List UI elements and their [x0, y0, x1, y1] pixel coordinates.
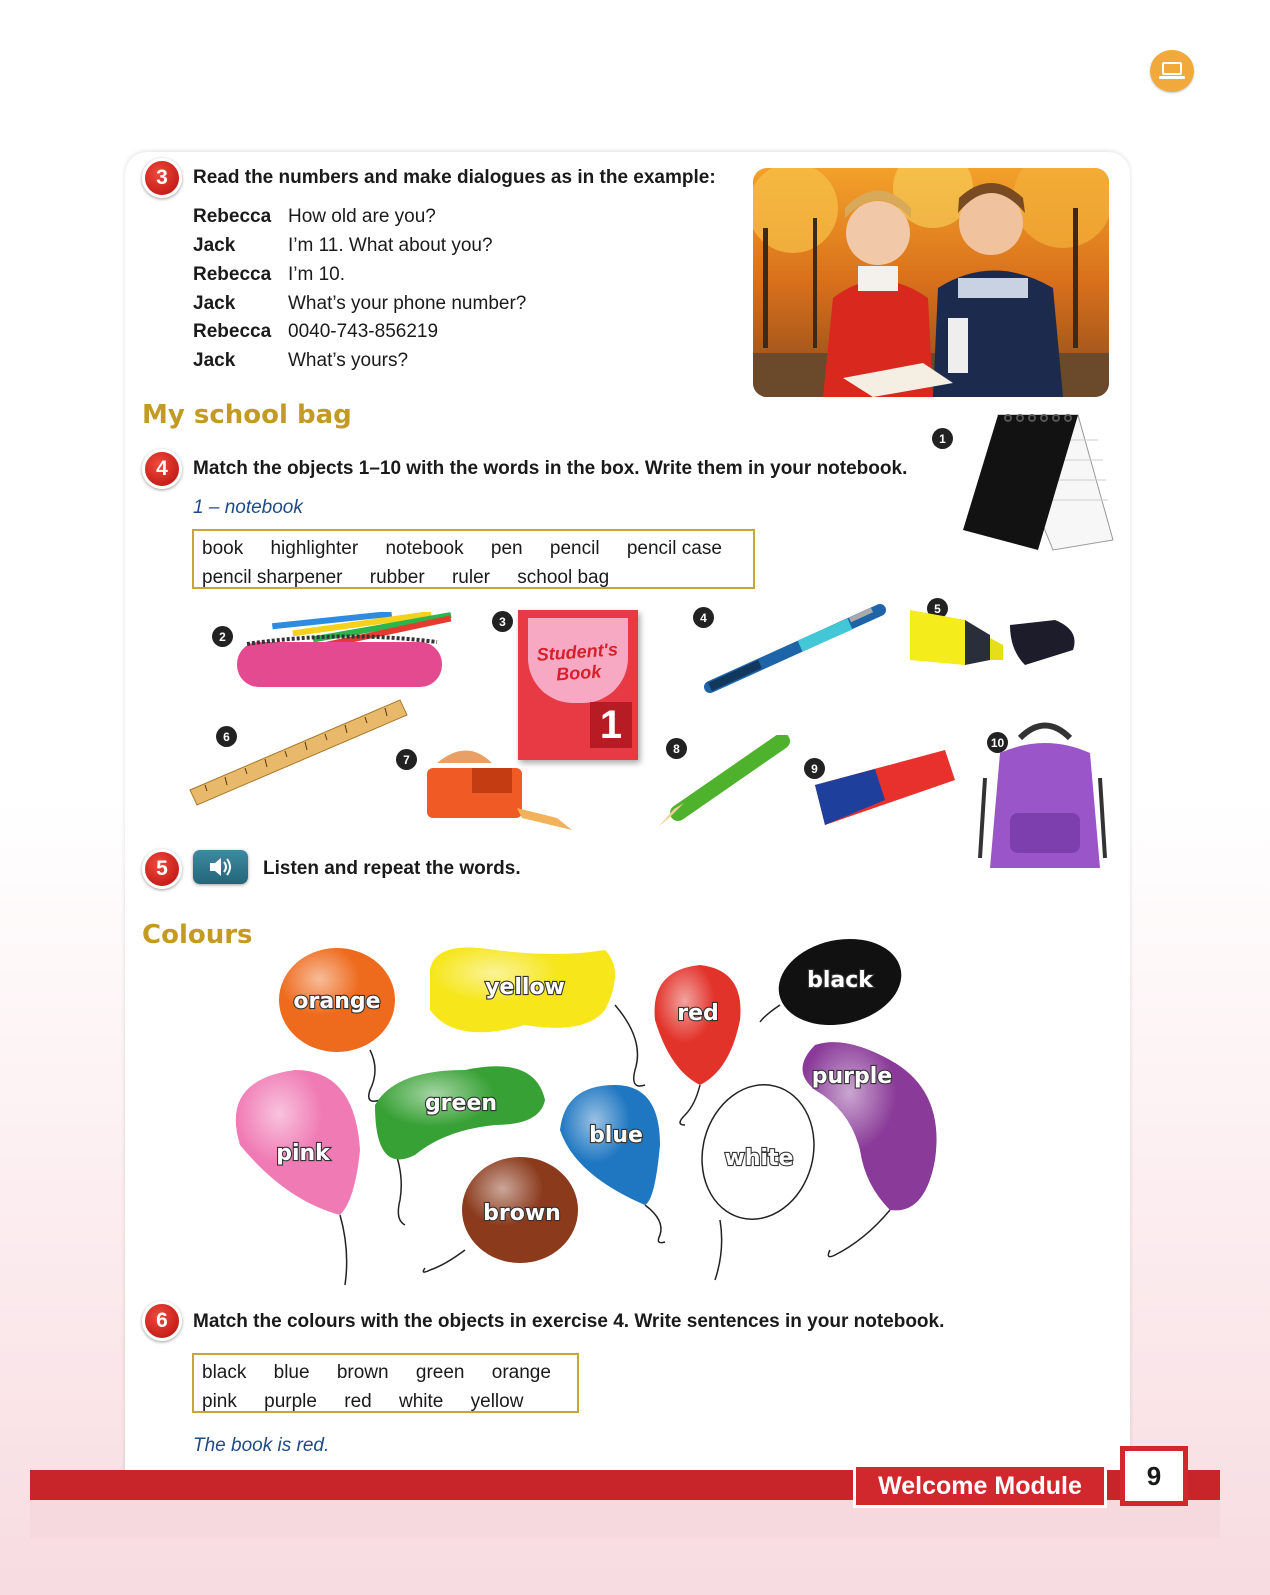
object-number: 8 — [666, 738, 687, 759]
object-number: 5 — [927, 598, 948, 619]
balloon-label-white: white — [724, 1146, 794, 1171]
word-item: pink — [202, 1391, 237, 1412]
exercise-5-badge: 5 — [142, 849, 182, 889]
word-item: book — [202, 538, 244, 559]
object-number: 7 — [396, 749, 417, 770]
word-item: rubber — [369, 567, 425, 588]
dialogue-speaker: Rebecca — [193, 206, 272, 227]
digital-book-icon[interactable] — [1150, 50, 1194, 92]
ruler-image — [185, 695, 410, 810]
school-bag-image — [975, 718, 1110, 876]
word-item: ruler — [451, 567, 490, 588]
page-number: 9 — [1120, 1446, 1188, 1506]
balloon-label-yellow: yellow — [485, 975, 565, 1000]
word-item: school bag — [517, 567, 610, 588]
object-number: 3 — [492, 611, 513, 632]
object-number: 6 — [216, 726, 237, 747]
object-number: 1 — [932, 428, 953, 449]
dialogue-line: What’s yours? — [288, 350, 409, 371]
word-item: green — [415, 1362, 465, 1383]
dialogue-speaker: Jack — [193, 350, 236, 371]
exercise-3-badge: 3 — [142, 158, 182, 198]
balloons-illustration — [225, 930, 955, 1290]
pen-image — [700, 602, 890, 694]
word-item: brown — [336, 1362, 389, 1383]
exercise-6-badge: 6 — [142, 1301, 182, 1341]
exercise-6-example: The book is red. — [193, 1435, 330, 1456]
pencil-sharpener-image — [422, 738, 577, 833]
dialogue-speaker: Jack — [193, 235, 236, 256]
module-label: Welcome Module — [853, 1464, 1107, 1508]
word-item: yellow — [470, 1391, 524, 1412]
dialogue-speaker: Jack — [193, 293, 236, 314]
notebook-image — [958, 410, 1116, 558]
rubber-image — [810, 745, 960, 835]
word-item: white — [399, 1391, 444, 1412]
section-title-colours: Colours — [142, 920, 253, 950]
pencil-image — [650, 735, 790, 833]
balloon-label-red: red — [677, 1001, 719, 1026]
dialogue-line: 0040-743-856219 — [288, 321, 439, 342]
balloon-label-black: black — [807, 968, 873, 993]
word-item: highlighter — [270, 538, 359, 559]
highlighter-image — [905, 605, 1085, 685]
word-item: blue — [273, 1362, 310, 1383]
word-item: pencil sharpener — [202, 567, 343, 588]
balloon-label-blue: blue — [589, 1123, 643, 1148]
exercise-3-instruction: Read the numbers and make dialogues as in the example: — [193, 167, 716, 188]
word-item: black — [202, 1362, 247, 1383]
word-item: red — [344, 1391, 372, 1412]
pencil-case-image — [232, 612, 467, 692]
object-number: 9 — [804, 758, 825, 779]
word-item: pencil — [549, 538, 600, 559]
word-item: orange — [491, 1362, 551, 1383]
dialogue-speaker: Rebecca — [193, 264, 272, 285]
audio-play-button[interactable] — [193, 850, 248, 884]
object-number: 4 — [693, 607, 714, 628]
word-box-objects — [192, 529, 755, 589]
dialogue-line: I’m 11. What about you? — [288, 235, 493, 256]
section-title-school-bag: My school bag — [142, 400, 352, 430]
word-item: notebook — [385, 538, 464, 559]
exercise-4-instruction: Match the objects 1–10 with the words in the box. Write them in your notebook. — [193, 458, 908, 479]
balloon-label-brown: brown — [483, 1201, 561, 1226]
speaker-icon — [193, 850, 248, 884]
object-number: 2 — [212, 626, 233, 647]
dialogue-line: I’m 10. — [288, 264, 346, 285]
exercise-4-example: 1 – notebook — [193, 497, 303, 518]
dialogue-line: How old are you? — [288, 206, 436, 227]
book-cover-title: Student's Book — [535, 639, 619, 685]
word-item: pen — [490, 538, 523, 559]
balloon-label-pink: pink — [276, 1141, 330, 1166]
kids-photo — [753, 168, 1109, 397]
dialogue-speaker: Rebecca — [193, 321, 272, 342]
exercise-4-badge: 4 — [142, 449, 182, 489]
exercise-6-instruction: Match the colours with the objects in exercise 4. Write sentences in your notebook. — [193, 1311, 945, 1332]
word-item: purple — [264, 1391, 317, 1412]
balloon-label-purple: purple — [811, 1064, 893, 1089]
book-cover-number: 1 — [590, 702, 632, 748]
object-number: 10 — [987, 732, 1008, 753]
word-box-colours — [192, 1353, 579, 1413]
balloon-label-green: green — [424, 1091, 498, 1116]
word-item: pencil case — [626, 538, 722, 559]
dialogue-line: What’s your phone number? — [288, 293, 527, 314]
balloon-label-orange: orange — [293, 989, 381, 1014]
exercise-5-instruction: Listen and repeat the words. — [263, 858, 521, 879]
